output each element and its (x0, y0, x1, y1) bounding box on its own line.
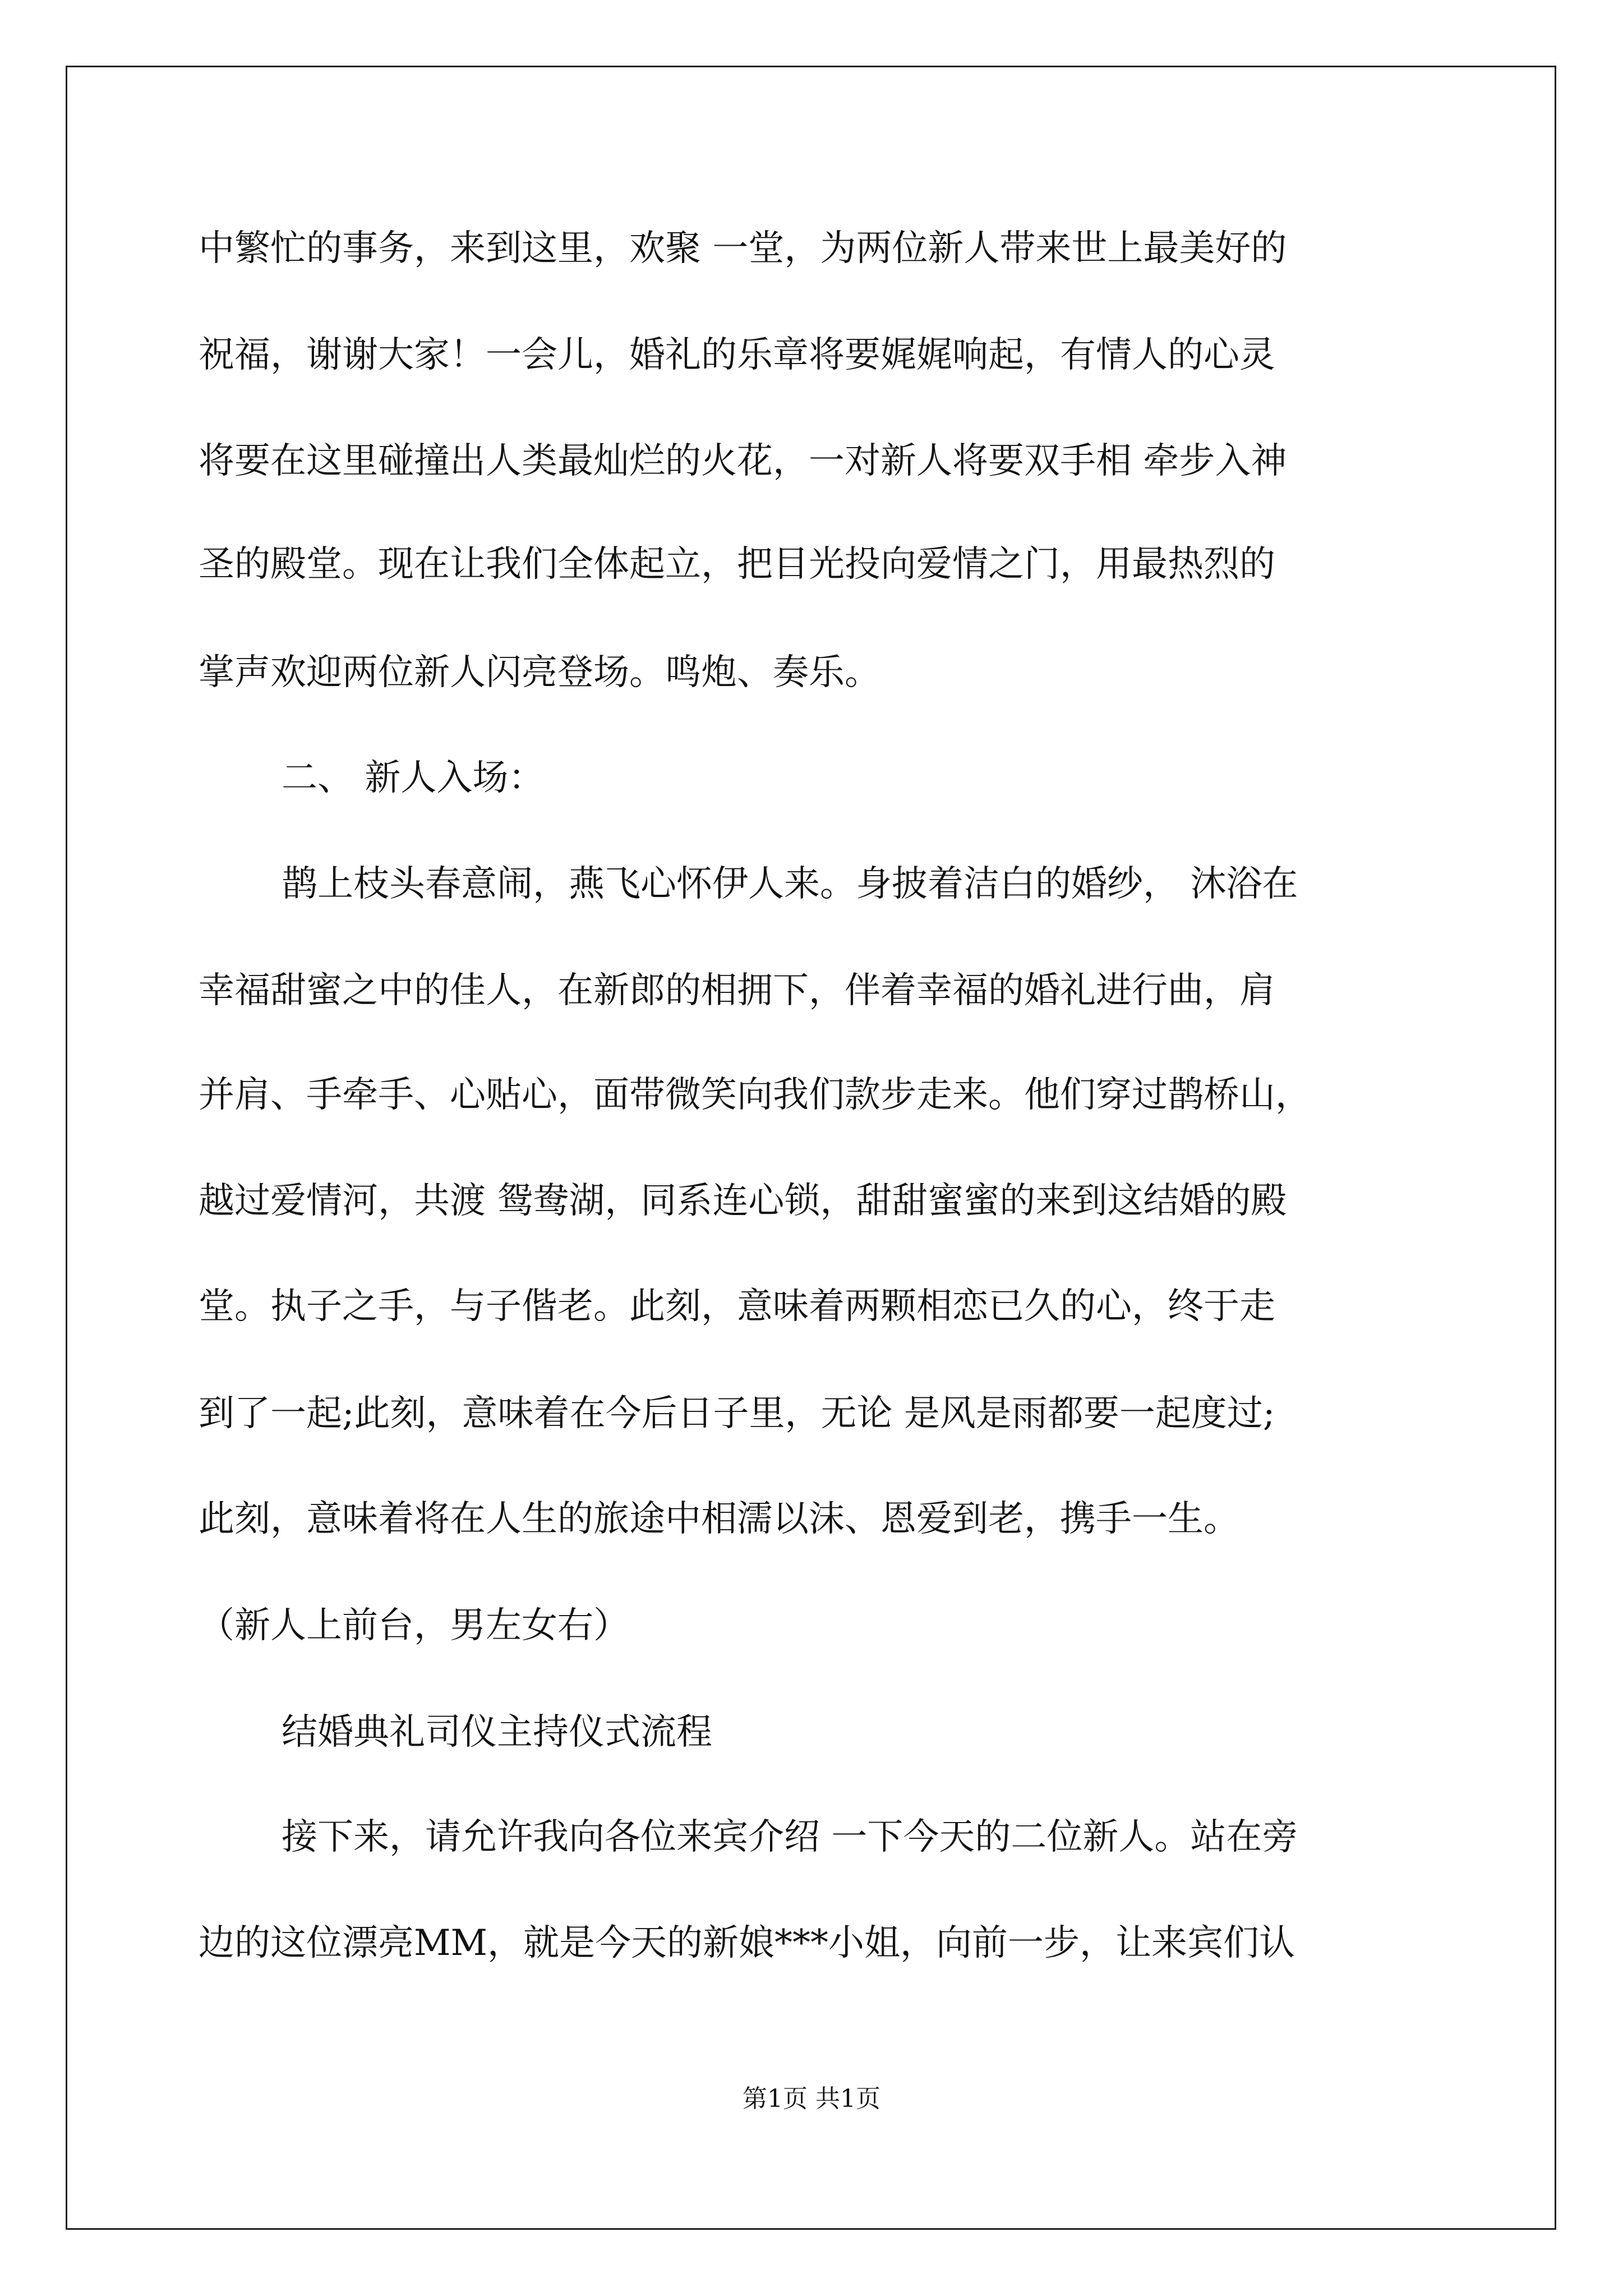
paragraph-line: 接下来，请允许我向各位来宾介绍 一下今天的二位新人。站在旁 (282, 1816, 1298, 1858)
paragraph-line: 此刻，意味着将在人生的旅途中相濡以沫、恩爱到老，携手一生。 (199, 1498, 1239, 1540)
paragraph-line: 掌声欢迎两位新人闪亮登场。鸣炮、奏乐。 (199, 652, 880, 693)
section-heading: 二、 新人入场： (282, 757, 545, 799)
paragraph-line: （新人上前台，男左女右） (199, 1605, 629, 1646)
paragraph-line: 鹊上枝头春意闹，燕飞心怀伊人来。身披着洁白的婚纱， 沐浴在 (282, 863, 1298, 905)
section-heading: 结婚典礼司仪主持仪式流程 (282, 1711, 712, 1753)
paragraph-line: 越过爱情河，共渡 鸳鸯湖，同系连心锁，甜甜蜜蜜的来到这结婚的殿 (199, 1180, 1287, 1222)
paragraph-line: 边的这位漂亮MM，就是今天的新娘***小姐，向前一步，让来宾们认 (199, 1922, 1295, 1964)
paragraph-line: 祝福，谢谢大家！一会儿，婚礼的乐章将要娓娓响起，有情人的心灵 (199, 334, 1275, 376)
paragraph-line: 中繁忙的事务，来到这里，欢聚 一堂，为两位新人带来世上最美好的 (199, 228, 1287, 269)
paragraph-line: 并肩、手牵手、心贴心，面带微笑向我们款步走来。他们穿过鹊桥山， (199, 1074, 1311, 1116)
paragraph-line: 幸福甜蜜之中的佳人，在新郎的相拥下，伴着幸福的婚礼进行曲，肩 (199, 970, 1275, 1011)
paragraph-line: 堂。执子之手，与子偕老。此刻，意味着两颗相恋已久的心，终于走 (199, 1286, 1275, 1327)
paragraph-line: 到了一起;此刻，意味着在今后日子里，无论 是风是雨都要一起度过; (199, 1393, 1275, 1434)
paragraph-line: 圣的殿堂。现在让我们全体起立，把目光投向爱情之门，用最热烈的 (199, 544, 1275, 585)
page-footer: 第1页 共1页 (743, 2085, 880, 2113)
page-border (66, 66, 1556, 2230)
paragraph-line: 将要在这里碰撞出人类最灿烂的火花，一对新人将要双手相 牵步入神 (199, 440, 1287, 482)
